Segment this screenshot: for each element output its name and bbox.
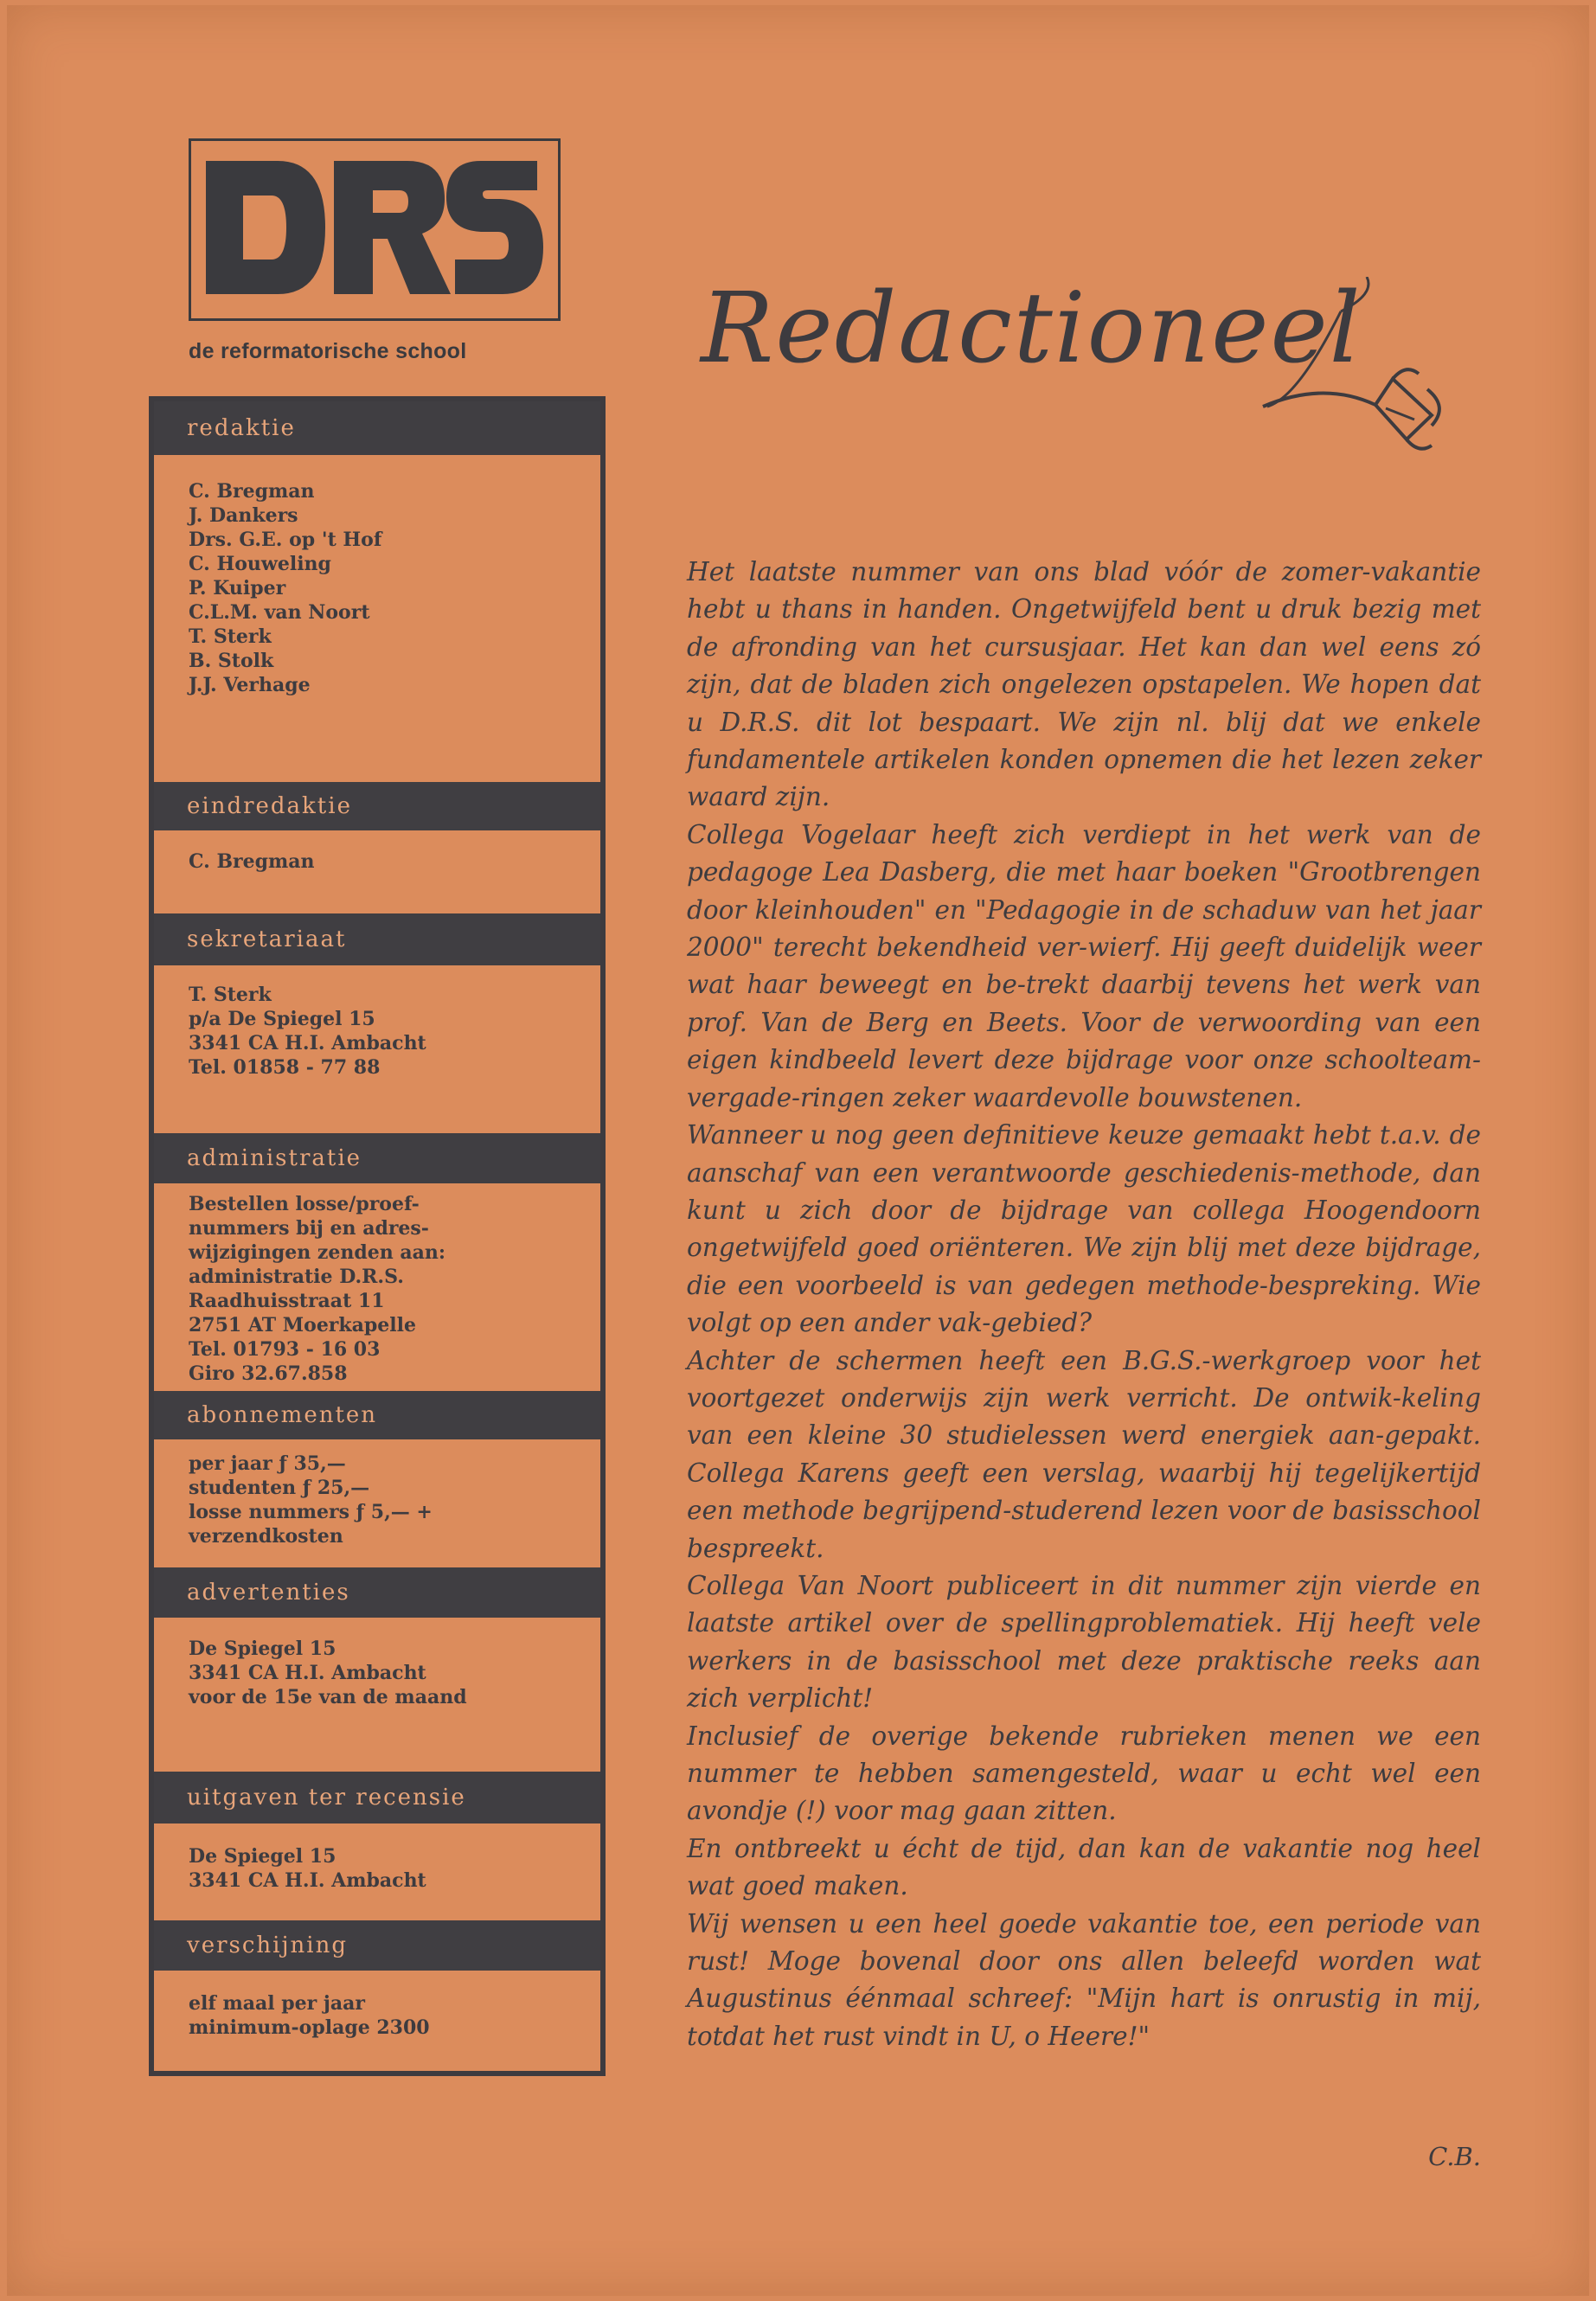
logo-tagline: de reformatorische school [189, 339, 467, 363]
masthead-box [149, 396, 606, 2076]
editorial-title [692, 260, 1471, 484]
section-header-uitgaven-ter-recensie: uitgaven ter recensie [154, 1772, 600, 1823]
section-header-administratie: administratie [154, 1133, 600, 1183]
section-header-eindredaktie: eindredaktie [154, 782, 600, 830]
section-header-verschijning: verschijning [154, 1920, 600, 1971]
paragraph: Collega Vogelaar heeft zich verdiept in het werk van de pedagoge Lea Dasberg, die met haar boeken "Grootbrengen door kleinhouden" en "Pedagogie in de schaduw van het jaar 2000" terecht bekendheid ver-wierf. Hij geeft duidelijk weer wat haar beweegt en be-trekt daarbij tevens het werk van prof. Van de Berg en Beets. Voor de verwoording van een eigen kindbeeld levert deze bijdrage voor onze schoolteam-vergade-ringen zeker waardevolle bouwstenen. [687, 819, 1481, 1112]
paragraph: Inclusief de overige bekende rubrieken menen we een nummer te hebben samengesteld, waar u echt wel een avondje (!) voor mag gaan zitten. [687, 1721, 1481, 1826]
paragraph: Wij wensen u een heel goede vakantie toe, een periode van rust! Moge bovenal door ons allen beleefd worden wat Augustinus éénmaal schreef: "Mijn hart is onrustig in mij, totdat het rust vindt in U, o Heere!" [687, 1908, 1481, 2051]
section-body-redaktie: C. Bregman J. Dankers Drs. G.E. op 't Hof C. Houweling P. Kuiper C.L.M. van Noort T. Sterk B. Stolk J.J. Verhage [189, 480, 382, 696]
drs-logo-mark [195, 145, 550, 310]
paragraph: En ontbreekt u écht de tijd, dan kan de vakantie nog heel wat goed maken. [687, 1833, 1481, 1901]
section-body-abonnementen: per jaar ƒ 35,— studenten ƒ 25,— losse nummers ƒ 5,— + verzendkosten [189, 1452, 433, 1548]
editorial-body [687, 554, 1481, 2055]
paragraph: Wanneer u nog geen definitieve keuze gemaakt hebt t.a.v. de aanschaf van een verantwoorde geschiedenis-methode, dan kunt u zich door de bijdrage van collega Hoogendoorn ongetwijfeld goed oriënteren. We zijn blij met deze bijdrage, die een voorbeeld is van gedegen methode-bespreking. Wie volgt op een ander vak-gebied? [687, 1120, 1481, 1338]
fountain-pen-icon [1246, 277, 1453, 484]
paragraph: Collega Van Noort publiceert in dit nummer zijn vierde en laatste artikel over de spellingproblematiek. Hij heeft vele werkers in de basisschool met deze praktische reeks aan zich verplicht! [687, 1570, 1481, 1714]
section-body-sekretariaat: T. Sterk p/a De Spiegel 15 3341 CA H.I. Ambacht Tel. 01858 - 77 88 [189, 984, 426, 1079]
section-header-advertenties: advertenties [154, 1567, 600, 1618]
section-body-advertenties: De Spiegel 15 3341 CA H.I. Ambacht voor de 15e van de maand [189, 1638, 467, 1708]
section-header-sekretariaat: sekretariaat [154, 913, 600, 965]
drs-logo [189, 138, 561, 320]
section-body-uitgaven-ter-recensie: De Spiegel 15 3341 CA H.I. Ambacht [189, 1845, 426, 1892]
paragraph: Achter de schermen heeft een B.G.S.-werkgroep voor het voortgezet onderwijs zijn werk verricht. De ontwik-keling van een kleine 30 studielessen werd energiek aan-gepakt. Collega Karens geeft een verslag, waarbij hij tegelijkertijd een methode begrijpend-studerend lezen voor de basisschool bespreekt. [687, 1345, 1481, 1563]
section-header-redaktie: redaktie [154, 401, 600, 455]
section-body-administratie: Bestellen losse/proef- nummers bij en adres- wijzigingen zenden aan: administratie D.R.S. Raadhuisstraat 11 2751 AT Moerkapelle Tel. 01793 - 16 03 Giro 32.67.858 [189, 1193, 446, 1385]
paragraph: Het laatste nummer van ons blad vóór de zomer-vakantie hebt u thans in handen. Ongetwijfeld bent u druk bezig met de afronding van het cursusjaar. Het kan dan wel eens zó zijn, dat de bladen zich ongelezen opstapelen. We hopen dat u D.R.S. dit lot bespaart. We zijn nl. blij dat we enkele fundamentele artikelen konden opnemen die het lezen zeker waard zijn. [687, 557, 1481, 812]
section-header-abonnementen: abonnementen [154, 1391, 600, 1439]
section-body-verschijning: elf maal per jaar minimum-oplage 2300 [189, 1992, 430, 2039]
title-text: Redactioneel [701, 272, 1362, 385]
author-signature: C.B. [1428, 2142, 1481, 2171]
section-body-eindredaktie: C. Bregman [189, 850, 315, 873]
